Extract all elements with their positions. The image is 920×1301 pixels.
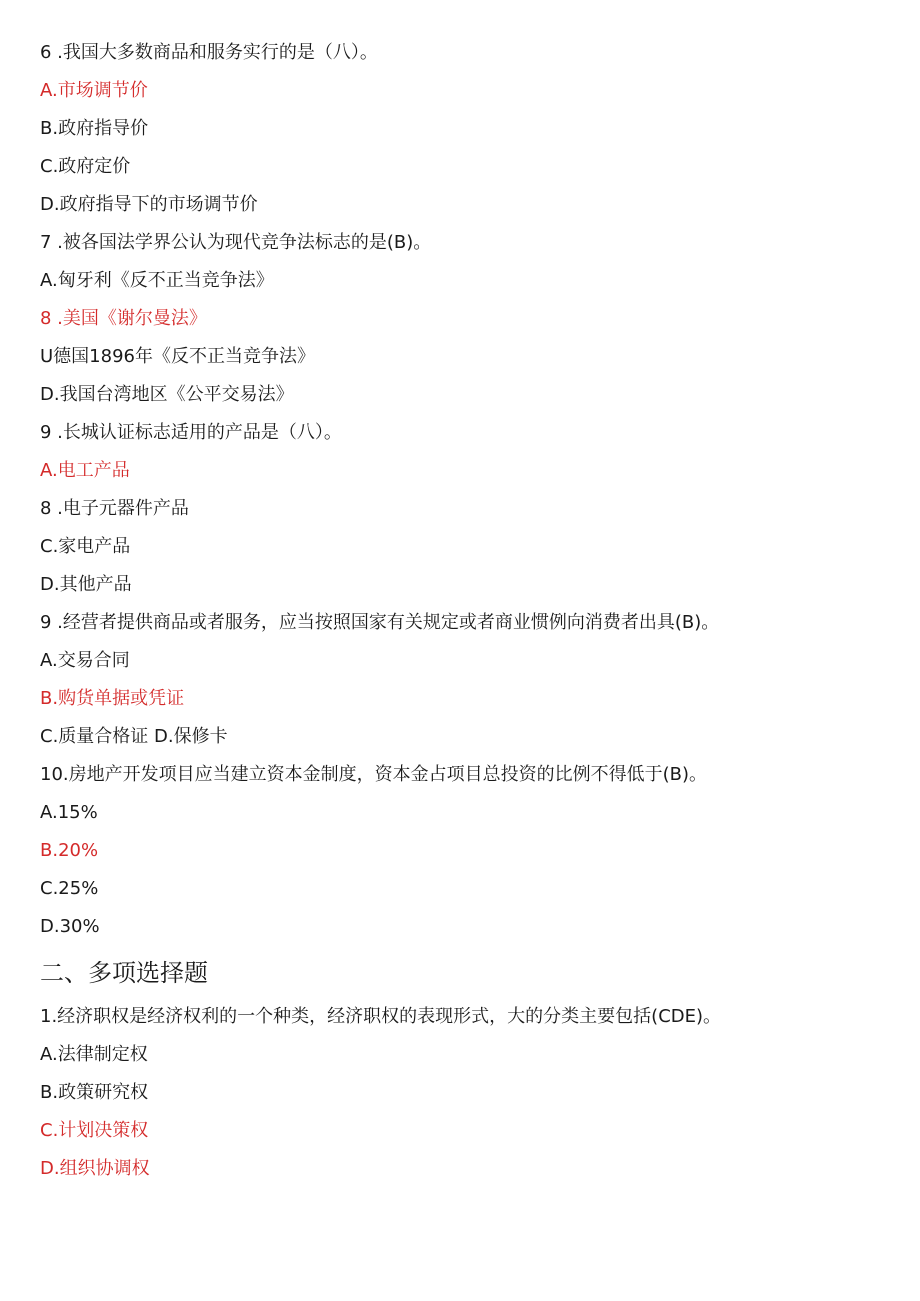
question-6: 6 .我国大多数商品和服务实行的是（八）。 [40, 42, 378, 63]
option-b: B.政府指导价 [40, 118, 149, 139]
option-a: A.交易合同 [40, 650, 130, 671]
document-page [40, 34, 900, 1188]
option-c: C.政府定价 [40, 156, 131, 177]
section-heading: 二、多项选择题 [40, 959, 208, 987]
option-a: A.匈牙利《反不正当竞争法》 [40, 270, 274, 291]
question-10: 10.房地产开发项目应当建立资本金制度，资本金占项目总投资的比例不得低于(B)。 [40, 764, 708, 785]
option-b: B.政策研究权 [40, 1082, 149, 1103]
option-d: D.政府指导下的市场调节价 [40, 194, 258, 215]
answer-option-b: 8 .美国《谢尔曼法》 [40, 308, 207, 329]
question-9b: 9 .经营者提供商品或者服务，应当按照国家有关规定或者商业惯例向消费者出具(B)。 [40, 612, 720, 633]
option-d: D.其他产品 [40, 574, 132, 595]
option-b: 8 .电子元器件产品 [40, 498, 189, 519]
question-9a: 9 .长城认证标志适用的产品是（八）。 [40, 422, 342, 443]
answer-option-d: D.组织协调权 [40, 1158, 150, 1179]
option-a: A.法律制定权 [40, 1044, 148, 1065]
answer-option-b: B.20% [40, 840, 99, 861]
option-c: U德国1896年《反不正当竞争法》 [40, 346, 315, 367]
option-d: D.我国台湾地区《公平交易法》 [40, 384, 294, 405]
multi-question-1: 1.经济职权是经济权利的一个种类，经济职权的表现形式，大的分类主要包括(CDE)。 [40, 1006, 722, 1027]
answer-option-a: A.市场调节价 [40, 80, 148, 101]
option-c: C.家电产品 [40, 536, 131, 557]
option-c-d: C.质量合格证 D.保修卡 [40, 726, 228, 747]
answer-option-a: A.电工产品 [40, 460, 130, 481]
question-7: 7 .被各国法学界公认为现代竞争法标志的是(B)。 [40, 232, 432, 253]
option-d: D.30% [40, 916, 100, 937]
option-a: A.15% [40, 802, 98, 823]
answer-option-c: C.计划决策权 [40, 1120, 149, 1141]
answer-option-b: B.购货单据或凭证 [40, 688, 185, 709]
option-c: C.25% [40, 878, 99, 899]
